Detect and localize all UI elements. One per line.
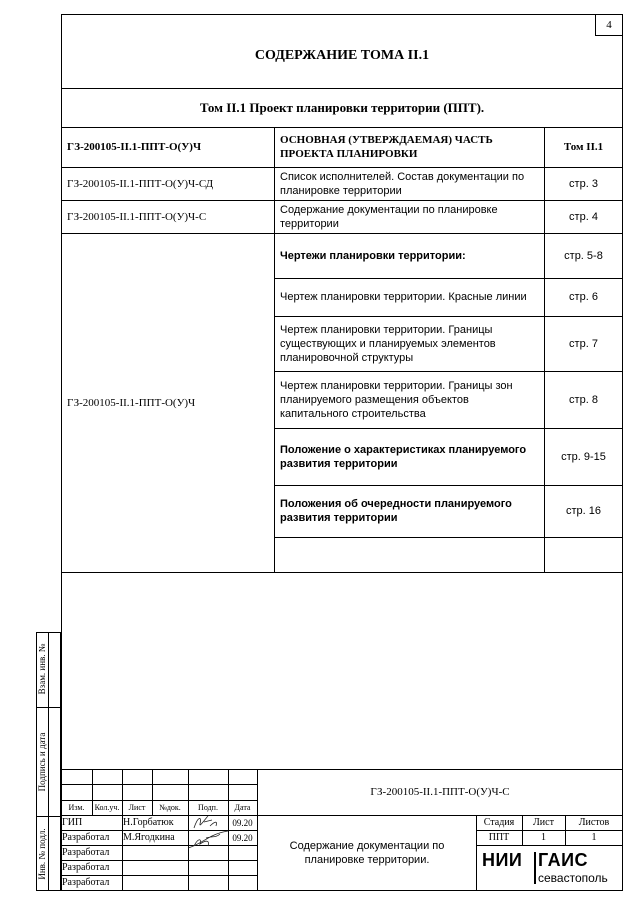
signature-icon <box>186 828 232 852</box>
stamp-role: Разработал <box>62 832 110 843</box>
stamp-role: ГИП <box>62 817 83 828</box>
table-row-code: ГЗ-200105-II.1-ППТ-О(У)Ч-СД <box>67 177 214 190</box>
org-logo-main-2: ГАИС <box>538 850 589 870</box>
table-group-code: ГЗ-200105-II.1-ППТ-О(У)Ч <box>67 396 196 409</box>
stamp-doc-code: ГЗ-200105-II.1-ППТ-О(У)Ч-С <box>370 786 510 798</box>
stamp-doc-title: Содержание документации по планировке территории. <box>289 840 445 866</box>
stamp-col-header: №док. <box>159 803 181 812</box>
table-header-name: ОСНОВНАЯ (УТВЕРЖДАЕМАЯ) ЧАСТЬ ПРОЕКТА ПЛАНИРОВКИ <box>280 134 493 160</box>
table-row-page: стр. 8 <box>569 393 598 406</box>
margin-inv-label: Инв. № подл. <box>37 828 47 880</box>
divider <box>476 845 623 846</box>
stamp-col-header: Дата <box>234 803 251 812</box>
stamp-col-header: Лист <box>128 803 146 812</box>
table-row-name: Чертеж планировки территории. Границы существующих и планируемых элементов планировочной структуры <box>280 323 496 364</box>
stamp-role: Разработал <box>62 847 110 858</box>
margin-podpis-label: Подпись и дата <box>37 732 47 792</box>
table-row-code: ГЗ-200105-II.1-ППТ-О(У)Ч-С <box>67 210 207 223</box>
stamp-sheets-label: Листов <box>578 817 610 828</box>
table-row-name: Список исполнителей. Состав документации по планировке территории <box>280 170 525 197</box>
table-row-page: стр. 5-8 <box>564 249 603 262</box>
stamp-sheet-label: Лист <box>533 817 554 828</box>
divider <box>48 632 49 891</box>
org-logo-main: НИИ <box>482 850 523 870</box>
org-logo-city: севастополь <box>538 871 608 885</box>
table-header-vol: Том II.1 <box>563 141 604 153</box>
table-row-name: Содержание документации по планировке территории <box>280 203 498 230</box>
stamp-stage-label: Стадия <box>483 817 515 828</box>
org-logo <box>482 850 620 888</box>
table-row-page: стр. 7 <box>569 337 598 350</box>
stamp-date: 09.20 <box>232 817 253 828</box>
table-row-page: стр. 16 <box>565 505 601 517</box>
stamp-person: М.Ягодкина <box>123 832 175 843</box>
table-row-name <box>274 537 544 572</box>
table-row-name: Чертеж планировки территории. Границы зон планируемого размещения объектов капитального строительства <box>280 379 513 420</box>
stamp-sheet: 1 <box>541 832 546 843</box>
page-title: СОДЕРЖАНИЕ ТОМА II.1 <box>254 48 430 63</box>
table-row-name: Положения об очередности планируемого развития территории <box>280 498 512 524</box>
volume-heading: Том II.1 Проект планировки территории (ППТ). <box>199 100 485 115</box>
stamp-col-header: Изм. <box>68 803 85 812</box>
org-logo-divider <box>534 852 536 884</box>
stamp-col-header: Кол.уч. <box>94 803 120 812</box>
stamp-role: Разработал <box>62 862 110 873</box>
stamp-sheets: 1 <box>591 832 597 843</box>
stamp-person: Н.Горбатюк <box>123 817 174 828</box>
stamp-role: Разработал <box>62 877 110 888</box>
table-row-page: стр. 9-15 <box>561 450 606 463</box>
table-row-name: Чертежи планировки территории: <box>280 249 466 262</box>
table-row-page: стр. 4 <box>569 210 598 223</box>
table-row-page <box>544 537 623 572</box>
stamp-date: 09.20 <box>232 832 253 843</box>
margin-vzam-label: Взам. инв. № <box>37 643 47 695</box>
sheet-number: 4 <box>606 19 612 31</box>
table-row-page: стр. 6 <box>569 291 598 303</box>
table-row-name: Чертеж планировки территории. Красные линии <box>280 291 527 303</box>
table-header-code: ГЗ-200105-II.1-ППТ-О(У)Ч <box>67 141 202 153</box>
divider <box>61 572 623 573</box>
table-row-page: стр. 3 <box>569 177 598 190</box>
stamp-stage: ППТ <box>488 832 510 843</box>
stamp-col-header: Подп. <box>198 803 218 812</box>
table-row-name: Положение о характеристиках планируемого развития территории <box>280 443 527 470</box>
